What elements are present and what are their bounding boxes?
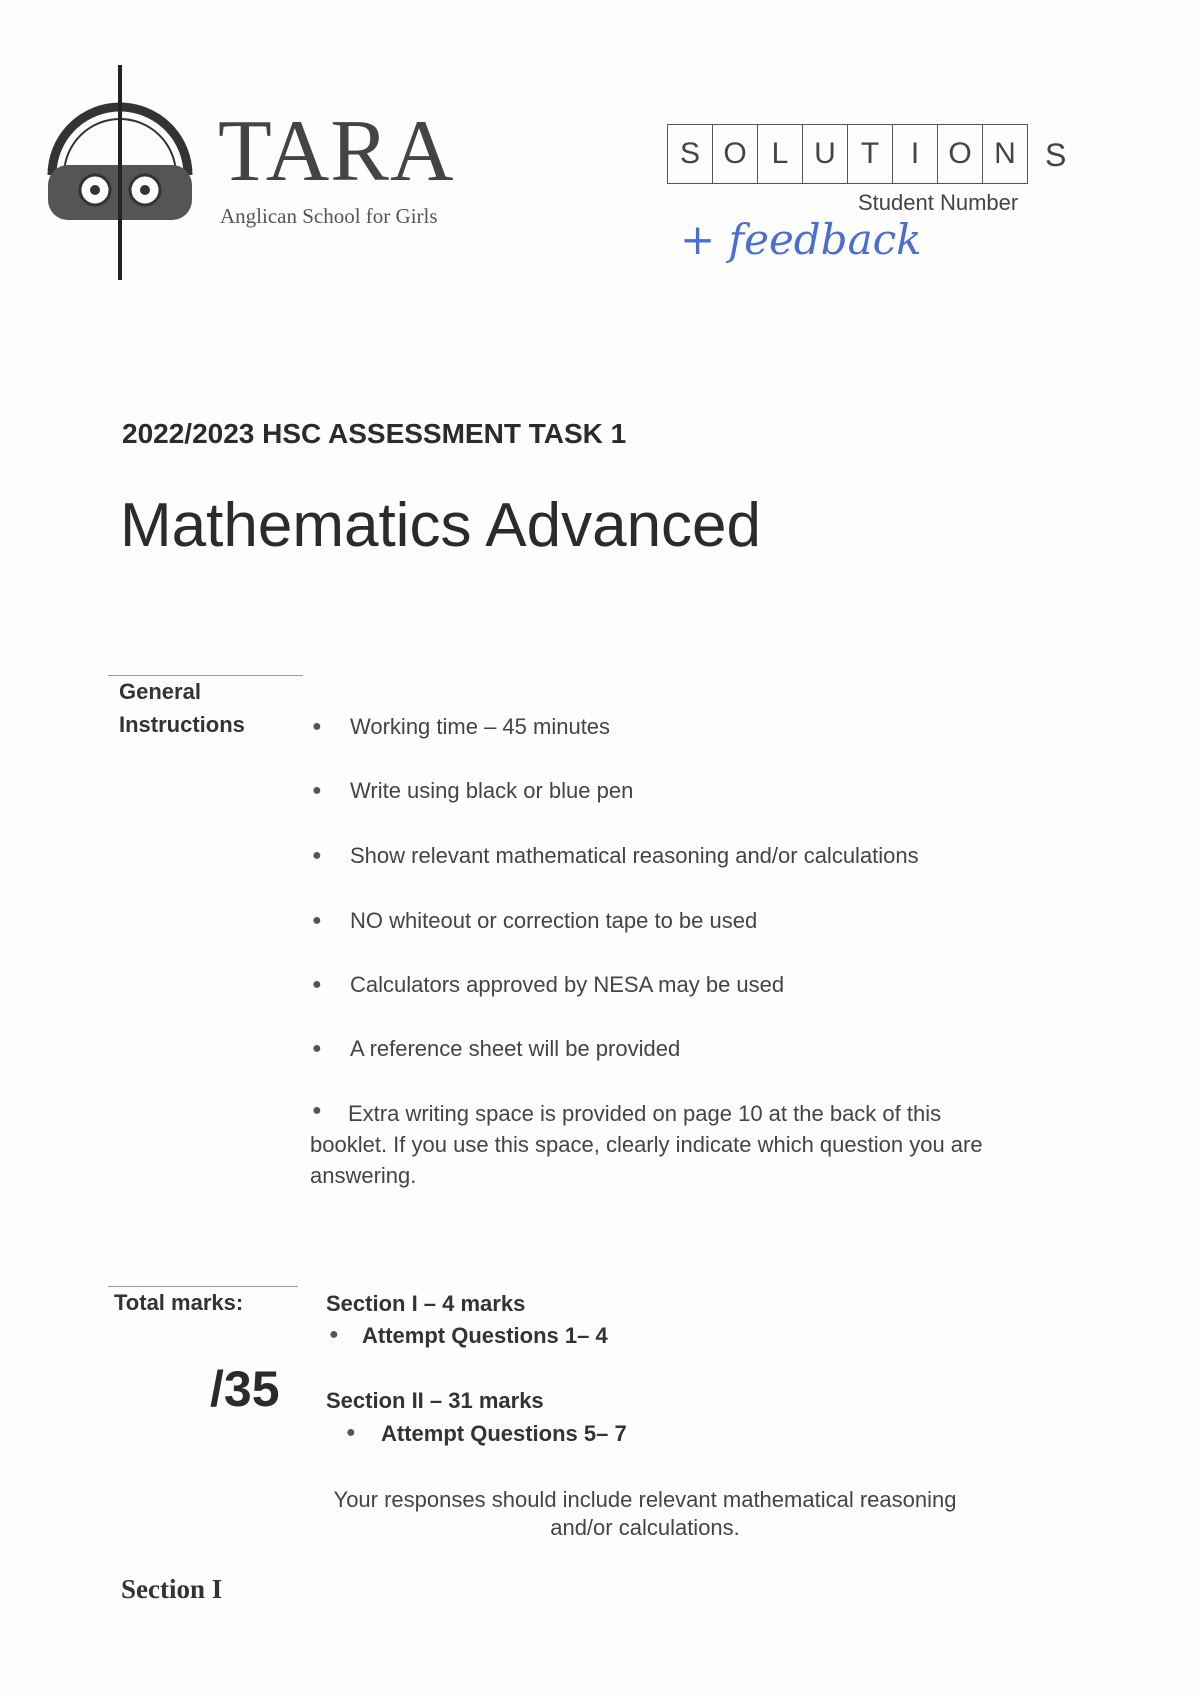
instruction-item: A reference sheet will be provided — [350, 1036, 681, 1061]
responses-note: Your responses should include relevant mathematical reasoning and/or calculations. — [333, 1487, 957, 1540]
total-marks-label: Total marks: — [114, 1290, 244, 1315]
student-number-cell: N — [994, 137, 1016, 170]
bullet-icon: ● — [312, 782, 322, 799]
bullet-icon: ● — [312, 847, 322, 864]
student-number-cell: I — [893, 125, 938, 183]
student-number-cell: T — [848, 125, 893, 183]
school-name: TARA — [218, 103, 455, 200]
section-heading: Section I — [121, 1574, 223, 1604]
bullet-icon: ● — [312, 1102, 322, 1119]
section1-attempt: Attempt Questions 1– 4 — [362, 1323, 608, 1348]
instruction-item: Calculators approved by NESA may be used — [350, 972, 785, 997]
student-number-label: Student Number — [858, 190, 1019, 215]
bullet-icon: ● — [346, 1424, 356, 1441]
student-number-box[interactable] — [667, 124, 1028, 184]
bullet-icon: ● — [312, 1040, 322, 1057]
student-number-cell: O — [713, 125, 758, 183]
divider — [108, 1286, 298, 1287]
instruction-item: Show relevant mathematical reasoning and/or calculations — [350, 843, 919, 868]
student-number-cell: O — [938, 125, 983, 183]
instructions-label: General — [119, 679, 201, 704]
school-tagline: Anglican School for Girls — [220, 204, 438, 228]
extra-space-instruction: Extra writing space is provided on page 10 at the back of this booklet. If you use this space, clearly indicate which question you are answering. — [310, 1101, 983, 1188]
bullet-icon: ● — [312, 912, 322, 929]
student-number-cell: S — [668, 125, 713, 183]
student-number-cell: U — [803, 125, 848, 183]
student-number-overflow: S — [1045, 137, 1067, 173]
exam-title: Mathematics Advanced — [120, 491, 762, 560]
student-number-cell: L — [758, 125, 803, 183]
handwritten-note: + feedback — [680, 215, 922, 264]
instruction-item: Write using black or blue pen — [350, 778, 634, 803]
instruction-item: Working time – 45 minutes — [350, 714, 611, 739]
section1-marks: Section I – 4 marks — [326, 1291, 526, 1316]
bullet-icon: ● — [312, 976, 322, 993]
section2-marks: Section II – 31 marks — [326, 1388, 544, 1413]
divider — [108, 675, 303, 676]
bullet-icon: ● — [312, 718, 322, 735]
instructions-label: Instructions — [119, 712, 245, 737]
school-crest-logo — [40, 65, 200, 280]
total-marks-value: /35 — [210, 1361, 280, 1417]
instruction-item: NO whiteout or correction tape to be used — [350, 908, 758, 933]
section2-attempt: Attempt Questions 5– 7 — [381, 1421, 627, 1446]
bullet-icon: ● — [329, 1326, 339, 1343]
assessment-task-heading: 2022/2023 HSC ASSESSMENT TASK 1 — [122, 418, 627, 449]
